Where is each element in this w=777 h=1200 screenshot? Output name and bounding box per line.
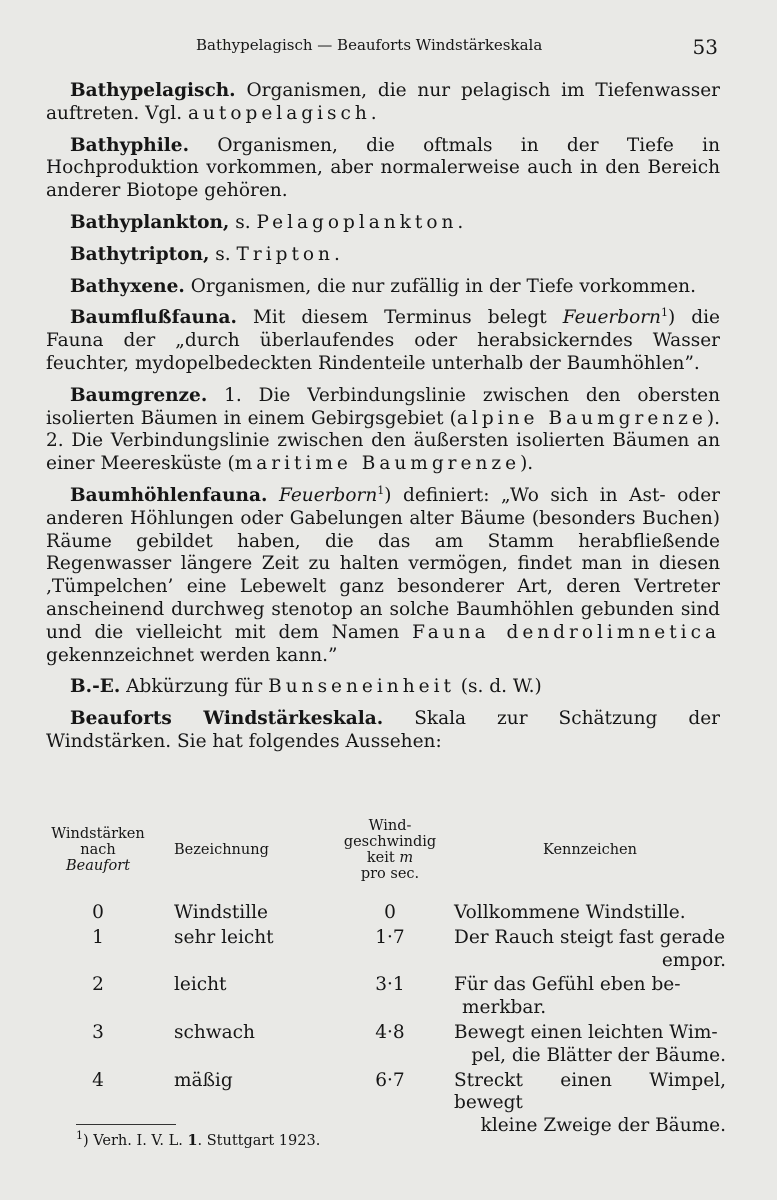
- entry-text: ) die Fauna der „durch überlaufendes oder herabsickerndes Wasser feuchter, mydopelbedeckten Rindenteile unterhalb der Baumhöhlen”.: [46, 307, 720, 374]
- description-cell: [438, 1070, 726, 1140]
- header-name: [150, 818, 342, 902]
- description-line1: Streckt einen Wimpel, bewegt: [454, 1069, 726, 1114]
- entry-baumgrenze: [46, 385, 720, 476]
- entry-term: B.-E.: [70, 676, 121, 698]
- entry-term: Baumflußfauna.: [70, 307, 237, 329]
- cross-reference: Fauna dendrolimnetica: [412, 621, 720, 643]
- force-cell: 4: [92, 1069, 104, 1091]
- description-line2: merkbar.: [462, 997, 547, 1019]
- entry-text: s.: [229, 211, 257, 233]
- dictionary-body: [46, 80, 720, 763]
- force-cell: 2: [92, 974, 104, 996]
- description-line2: empor.: [661, 949, 726, 971]
- entry-term: Beauforts Windstärkeskala.: [70, 708, 384, 730]
- description-cell: [438, 902, 726, 927]
- table-row: [46, 902, 726, 927]
- entry-end: .: [333, 243, 340, 265]
- entry-text: Mit diesem Terminus belegt: [236, 307, 563, 329]
- entry-end: .: [457, 211, 464, 233]
- description-line1: Vollkommene Windstille.: [454, 902, 686, 923]
- entry-end: (s. d. W.): [454, 676, 542, 698]
- speed-cell: 0: [384, 902, 396, 923]
- entry-text: ) definiert: „Wo sich in Ast- oder anderen Höhlungen oder Gabelungen alter Bäume (besonders Buchen) Räume gebildet haben, die das am Stamm herabfließende Regenwasser längere Zeit zu halten vermögen, findet man in diesen ‚Tümpelchen’ eine Lebewelt ganz besonderer Art, deren Vertreter anscheinend durchweg stenotop an solche Baumhöhlen gebunden sind und die vielleicht mit dem Namen: [46, 484, 720, 643]
- speed-cell: 3·1: [375, 974, 405, 996]
- entry-text: Abkürzung für: [120, 676, 269, 698]
- entry-bathyxene: [46, 276, 720, 299]
- table-row: [46, 1070, 726, 1140]
- cross-reference: Bunseneinheit: [268, 676, 455, 698]
- entry-term: Bathyxene.: [70, 275, 185, 297]
- table-row: [46, 927, 726, 975]
- entry-text: Organismen, die oftmals in der Tiefe in Hochproduktion vorkommen, aber normalerweise auch in den Bereich anderer Biotope gehören.: [46, 134, 720, 202]
- entry-term: Bathypelagisch.: [70, 80, 236, 101]
- cross-reference: alpine Baumgrenze: [456, 407, 707, 429]
- entry-bathyphile: [46, 135, 720, 203]
- entry-text: s.: [209, 243, 237, 265]
- running-head: [0, 36, 777, 58]
- description-line1: Für das Gefühl eben be-: [454, 974, 681, 996]
- entry-term: Baumhöhlenfauna.: [70, 484, 268, 506]
- table-row: [46, 974, 726, 1022]
- table-row: [46, 1022, 726, 1070]
- entry-text: Skala zur Schätzung der Windstärken. Sie hat folgendes Aussehen:: [46, 708, 720, 752]
- entry-end: .: [370, 102, 377, 124]
- header-speed: [342, 818, 438, 902]
- speed-cell: 6·7: [375, 1069, 405, 1091]
- entry-text: ). 2. Die Verbindungslinie zwischen den äußersten isolierten Bäumen an einer Meeresküste (: [46, 407, 720, 475]
- header-force-line3: Beaufort: [65, 858, 131, 874]
- description-cell: [438, 1022, 726, 1070]
- running-head-title: Bathypelagisch — Beauforts Windstärkeskala: [196, 36, 543, 54]
- header-speed-line3: keit: [366, 850, 395, 866]
- author-name: Feuerborn: [279, 484, 378, 506]
- name-cell: mäßig: [174, 1069, 233, 1091]
- header-speed-line2: geschwindig: [343, 834, 437, 850]
- header-force-line2: nach: [80, 842, 116, 858]
- footnote-text: ) Verh. I. V. L.: [83, 1133, 188, 1149]
- force-cell: 3: [92, 1021, 104, 1043]
- description-line1: Der Rauch steigt fast gerade: [454, 926, 726, 948]
- header-name-text: Bezeichnung: [174, 842, 269, 858]
- entry-bathyplankton: [46, 212, 720, 235]
- header-force: [46, 818, 150, 902]
- footnote-divider: [76, 1124, 176, 1125]
- entry-baumhoehlenfauna: [46, 485, 720, 667]
- name-cell: Windstille: [174, 902, 268, 923]
- entry-beaufort: [46, 708, 720, 754]
- force-cell: 1: [92, 926, 104, 948]
- entry-term: Bathyphile.: [70, 134, 190, 156]
- description-line2: pel, die Blätter der Bäume.: [471, 1044, 726, 1066]
- description-line1: Bewegt einen leichten Wim-: [454, 1021, 718, 1043]
- description-cell: [438, 974, 726, 1022]
- header-description: [438, 818, 726, 902]
- entry-bathypelagisch: [46, 80, 720, 126]
- cross-reference: maritime Baumgrenze: [234, 453, 521, 475]
- description-line2: kleine Zweige der Bäume.: [480, 1115, 726, 1137]
- speed-cell: 1·7: [375, 926, 405, 948]
- footnote-marker: 1: [76, 1129, 83, 1143]
- footnote: [76, 1129, 321, 1149]
- entry-text: ).: [520, 453, 534, 475]
- entry-term: Baumgrenze.: [70, 384, 208, 406]
- entry-text: 1. Die Verbindungslinie zwischen den obersten isolierten Bäumen in einem Gebirgsgebiet (: [46, 384, 720, 429]
- entry-bathytripton: [46, 244, 720, 267]
- name-cell: schwach: [174, 1021, 255, 1043]
- name-cell: sehr leicht: [174, 926, 274, 948]
- table-header-row: [46, 818, 726, 902]
- footnote-ref: 1: [660, 306, 668, 320]
- author-name: Feuerborn: [562, 307, 661, 329]
- entry-text: gekennzeichnet werden kann.”: [46, 644, 338, 666]
- header-force-line1: Windstärken: [51, 826, 145, 842]
- cross-reference: Tripton: [236, 243, 334, 265]
- entry-baumflussfauna: [46, 307, 720, 375]
- page-number: 53: [692, 35, 718, 59]
- header-speed-line1: Wind-: [368, 818, 412, 834]
- cross-reference: Pelagoplankton: [256, 211, 458, 233]
- footnote-volume: 1: [187, 1132, 198, 1149]
- entry-term: Bathytripton,: [70, 243, 210, 265]
- entry-text: Organismen, die nur zufällig in der Tiefe vorkommen.: [184, 275, 696, 297]
- name-cell: leicht: [174, 974, 227, 996]
- cross-reference: autopelagisch: [187, 102, 371, 124]
- entry-be: [46, 676, 720, 699]
- header-description-text: Kennzeichen: [543, 842, 637, 858]
- force-cell: 0: [92, 902, 104, 923]
- speed-cell: 4·8: [375, 1021, 405, 1043]
- description-cell: [438, 927, 726, 975]
- header-speed-line4: pro sec.: [360, 866, 420, 882]
- entry-term: Bathyplankton,: [70, 211, 230, 233]
- header-speed-unit: m: [399, 850, 414, 866]
- entry-text: Organismen, die nur pelagisch im Tiefenwasser auftreten. Vgl.: [46, 80, 720, 124]
- footnote-ref: 1: [377, 483, 385, 497]
- footnote-rest: . Stuttgart 1923.: [197, 1133, 321, 1149]
